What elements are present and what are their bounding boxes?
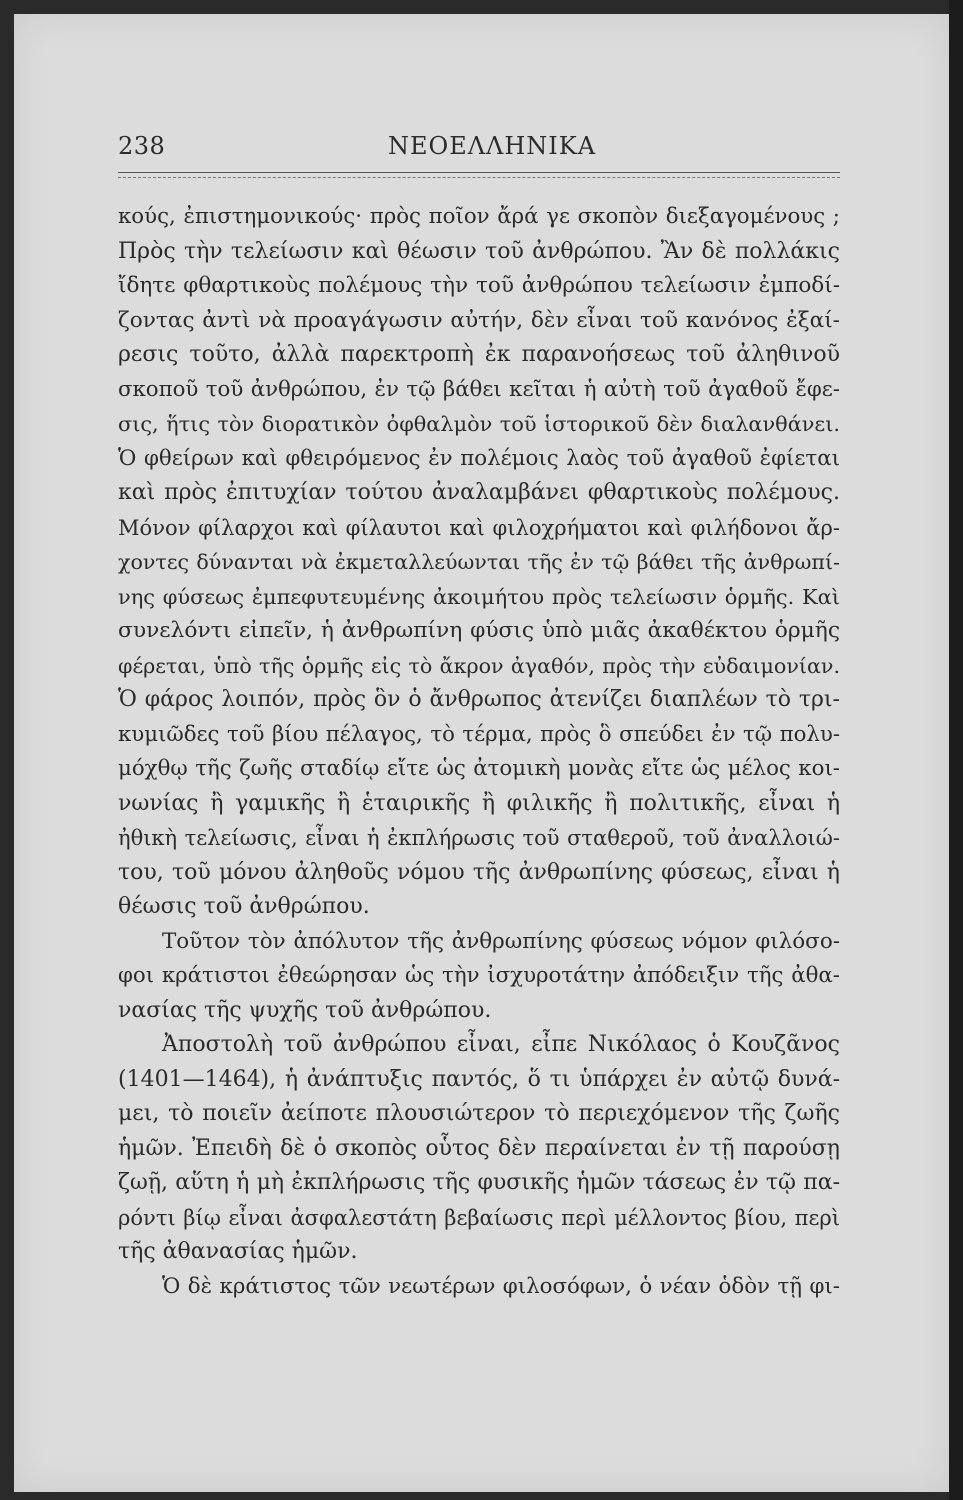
text-line: Ὁ δὲ κράτιστος τῶν νεωτέρων φιλοσόφων, ὁ νέαν ὁδὸν τῇ φι- [162,1273,840,1299]
text-line: ἠθικὴ τελείωσις, εἶναι ἡ ἐκπλήρωσις τοῦ σταθεροῦ, τοῦ ἀναλλοιώ- [118,826,840,850]
text-line: Πρὸς τὴν τελείωσιν καὶ θέωσιν τοῦ ἀνθρώπου. Ἂν δὲ πολλάκις [118,238,840,264]
text-line: θέωσις τοῦ ἀνθρώπου. [118,894,370,919]
page-header [118,132,840,172]
text-line: καὶ πρὸς ἐπιτυχίαν τούτου ἀναλαμβάνει φθαρτικοὺς πολέμους. [118,480,840,505]
text-line: συνελόντι εἰπεῖν, ἡ ἀνθρωπίνη φύσις ὑπὸ μιᾶς ἀκαθέκτου ὁρμῆς [118,618,840,643]
text-line: μει, τὸ ποιεῖν ἀείποτε πλουσιώτερον τὸ περιεχόμενον τῆς ζωῆς [118,1101,840,1126]
text-line: ἴδητε φθαρτικοὺς πολέμους τὴν τοῦ ἀνθρώπου τελείωσιν ἐμποδί- [118,273,840,298]
text-line: ἡμῶν. Ἐπειδὴ δὲ ὁ σκοπὸς οὗτος δὲν περαίνεται ἐν τῇ παρούσῃ [118,1135,840,1161]
text-line: νωνίας ἢ γαμικῆς ἢ ἑταιρικῆς ἢ φιλικῆς ἢ πολιτικῆς, εἶναι ἡ [118,790,840,816]
text-line: Μόνον φίλαρχοι καὶ φίλαυτοι καὶ φιλοχρήματοι καὶ φιλήδονοι ἄρ- [118,514,840,540]
text-line: νης φύσεως ἐμπεφυτευμένης ἀκοιμήτου πρὸς τελείωσιν ὁρμῆς. Καὶ [118,584,840,609]
body-text [118,200,840,1304]
text-line: ρεσις τοῦτο, ἀλλὰ παρεκτροπὴ ἐκ παρανοήσεως τοῦ ἀληθινοῦ [118,342,840,367]
text-line: Ὁ φθείρων καὶ φθειρόμενος ἐν πολέμοις λαὸς τοῦ ἀγαθοῦ ἐφίεται [118,445,840,471]
text-line: κυμιῶδες τοῦ βίου πέλαγος, τὸ τέρμα, πρὸς ὃ σπεύδει ἐν τῷ πολυ- [118,721,840,747]
text-line: τῆς ἀθανασίας ἡμῶν. [118,1239,358,1264]
text-line: σις, ἥτις τὸν διορατικὸν ὀφθαλμὸν τοῦ ἱστορικοῦ δὲν διαλανθάνει. [118,412,840,436]
text-line: Τοῦτον τὸν ἀπόλυτον τῆς ἀνθρωπίνης φύσεως νόμον φιλόσο- [162,928,840,954]
running-title: ΝΕΟΕΛΛΗΝΙΚΑ [388,132,597,160]
text-line: ρόντι βίῳ εἶναι ἀσφαλεστάτη βεβαίωσις περὶ μέλλοντος βίου, περὶ [118,1204,840,1230]
text-line: του, τοῦ μόνου ἀληθοῦς νόμου τῆς ἀνθρωπίνης φύσεως, εἶναι ἡ [118,859,840,885]
text-line: νασίας τῆς ψυχῆς τοῦ ἀνθρώπου. [118,997,492,1023]
text-line: σκοποῦ τοῦ ἀνθρώπου, ἐν τῷ βάθει κεῖται ἡ αὐτὴ τοῦ ἀγαθοῦ ἔφε- [118,376,840,402]
text-line: φοι κράτιστοι ἐθεώρησαν ὡς τὴν ἰσχυροτάτην ἀπόδειξιν τῆς ἀθα- [118,963,840,988]
page-edge-shadow [949,0,963,1500]
page-number: 238 [118,132,166,160]
text-line: (1401—1464), ἡ ἀνάπτυξις παντός, ὅ τι ὑπάρχει ἐν αὐτῷ δυνά- [118,1066,840,1092]
text-line: ζοντας ἀντὶ νὰ προαγάγωσιν αὐτήν, δὲν εἶναι τοῦ κανόνος ἐξαί- [118,307,840,333]
text-line: Ὁ φάρος λοιπόν, πρὸς ὃν ὁ ἄνθρωπος ἀτενίζει διαπλέων τὸ τρι- [118,687,840,712]
text-line: μόχθῳ τῆς ζωῆς σταδίῳ εἴτε ὡς ἀτομικὴ μονὰς εἴτε ὡς μέλος κοι- [118,756,840,781]
text-line: κούς, ἐπιστημονικούς· πρὸς ποῖον ἄρά γε σκοπὸν διεξαγομένους ; [118,204,840,229]
text-line: Ἀποστολὴ τοῦ ἀνθρώπου εἶναι, εἶπε Νικόλαος ὁ Κουζᾶνος [162,1032,840,1057]
text-line: φέρεται, ὑπὸ τῆς ὁρμῆς εἰς τὸ ἄκρον ἀγαθόν, πρὸς τὴν εὐδαιμονίαν. [118,653,840,678]
text-line: χοντες δύνανται νὰ ἐκμεταλλεύωνται τῆς ἐν τῷ βάθει τῆς ἀνθρωπί- [118,550,840,574]
header-rule [118,172,840,178]
text-line: ζωῇ, αὕτη ἡ μὴ ἐκπλήρωσις τῆς φυσικῆς ἡμῶν τάσεως ἐν τῷ πα- [118,1170,840,1195]
